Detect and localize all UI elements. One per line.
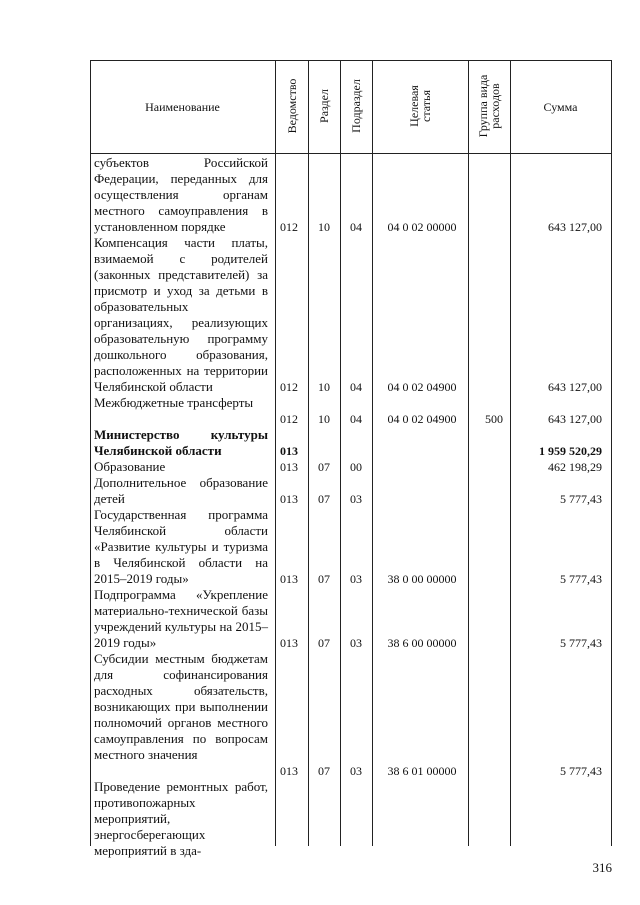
row-razdel: 07 <box>318 460 330 474</box>
row-summa: 1 959 520,29 <box>539 444 602 458</box>
row-vedomstvo: 013 <box>280 572 298 586</box>
header-vedomstvo: Ведомство <box>285 78 299 134</box>
col-border <box>90 60 91 846</box>
row-summa: 5 777,43 <box>560 636 602 650</box>
col-border <box>308 60 309 846</box>
row-celevaya: 38 0 00 00000 <box>387 572 457 586</box>
col-border <box>611 60 612 846</box>
row-summa: 643 127,00 <box>548 412 602 426</box>
row-podrazdel: 04 <box>350 380 362 394</box>
row-razdel: 07 <box>318 492 330 506</box>
row-name: субъектов Российской Федерации, переданных для осуществления органам местного самоуправления в установленном порядке <box>94 155 268 234</box>
row-gruppa: 500 <box>485 412 503 426</box>
row-vedomstvo: 013 <box>280 444 298 458</box>
row-name: Государственная программа Челябинской области «Развитие культуры и туризма в Челябинской области на 2015–2019 годы» <box>94 507 268 586</box>
row-podrazdel: 03 <box>350 492 362 506</box>
row-name: Подпрограмма «Укрепление материально-технической базы учреждений культуры на 2015–2019 годы» <box>94 587 268 650</box>
row-summa: 462 198,29 <box>548 460 602 474</box>
col-border <box>510 60 511 846</box>
row-razdel: 10 <box>318 220 330 234</box>
row-name: Межбюджетные трансферты <box>94 395 254 410</box>
row-vedomstvo: 013 <box>280 460 298 474</box>
row-vedomstvo: 013 <box>280 764 298 778</box>
col-border <box>372 60 373 846</box>
row-razdel: 07 <box>318 572 330 586</box>
row-name: Компенсация части платы, взимаемой с родителей (законных представителей) за присмотр и уход за детьми в образовательных организациях, реализующих образовательную программу дошкольного образования, расположенных на территории Челябинской области <box>94 235 268 394</box>
col-border <box>340 60 341 846</box>
row-razdel: 10 <box>318 412 330 426</box>
row-name: Проведение ремонтных работ, противопожарных мероприятий, энергосберегающих мероприятий в зда- <box>94 779 268 858</box>
row-podrazdel: 03 <box>350 636 362 650</box>
row-podrazdel: 03 <box>350 764 362 778</box>
row-celevaya: 38 6 00 00000 <box>387 636 457 650</box>
header-bottom-border <box>90 153 612 154</box>
row-name: Министерство культуры Челябинской области <box>94 427 268 458</box>
header-name: Наименование <box>145 99 220 114</box>
row-razdel: 07 <box>318 636 330 650</box>
row-summa: 643 127,00 <box>548 220 602 234</box>
budget-table <box>90 60 612 858</box>
row-vedomstvo: 012 <box>280 220 298 234</box>
header-celevaya: Целевая статья <box>407 85 433 127</box>
row-podrazdel: 04 <box>350 412 362 426</box>
row-name: Субсидии местным бюджетам для софинансирования расходных обязательств, возникающих при выполнении полномочий органов местного самоуправления по вопросам местного значения <box>94 651 268 762</box>
row-podrazdel: 04 <box>350 220 362 234</box>
header-podrazdel: Подраздел <box>349 79 363 133</box>
row-celevaya: 04 0 02 04900 <box>387 412 457 426</box>
row-celevaya: 38 6 01 00000 <box>387 764 457 778</box>
row-summa: 5 777,43 <box>560 492 602 506</box>
row-vedomstvo: 013 <box>280 636 298 650</box>
col-border <box>468 60 469 846</box>
col-border <box>275 60 276 846</box>
row-summa: 5 777,43 <box>560 572 602 586</box>
row-summa: 5 777,43 <box>560 764 602 778</box>
row-razdel: 10 <box>318 380 330 394</box>
row-podrazdel: 00 <box>350 460 362 474</box>
row-podrazdel: 03 <box>350 572 362 586</box>
row-vedomstvo: 012 <box>280 380 298 394</box>
row-name: Дополнительное образование детей <box>94 475 268 506</box>
row-vedomstvo: 012 <box>280 412 298 426</box>
page-number: 316 <box>592 860 612 875</box>
row-name: Образование <box>94 459 166 474</box>
row-celevaya: 04 0 02 04900 <box>387 380 457 394</box>
header-razdel: Раздел <box>317 89 331 123</box>
row-summa: 643 127,00 <box>548 380 602 394</box>
header-gruppa: Группа вида расходов <box>476 74 502 138</box>
row-razdel: 07 <box>318 764 330 778</box>
row-vedomstvo: 013 <box>280 492 298 506</box>
row-celevaya: 04 0 02 00000 <box>387 220 457 234</box>
header-summa: Сумма <box>543 99 578 114</box>
